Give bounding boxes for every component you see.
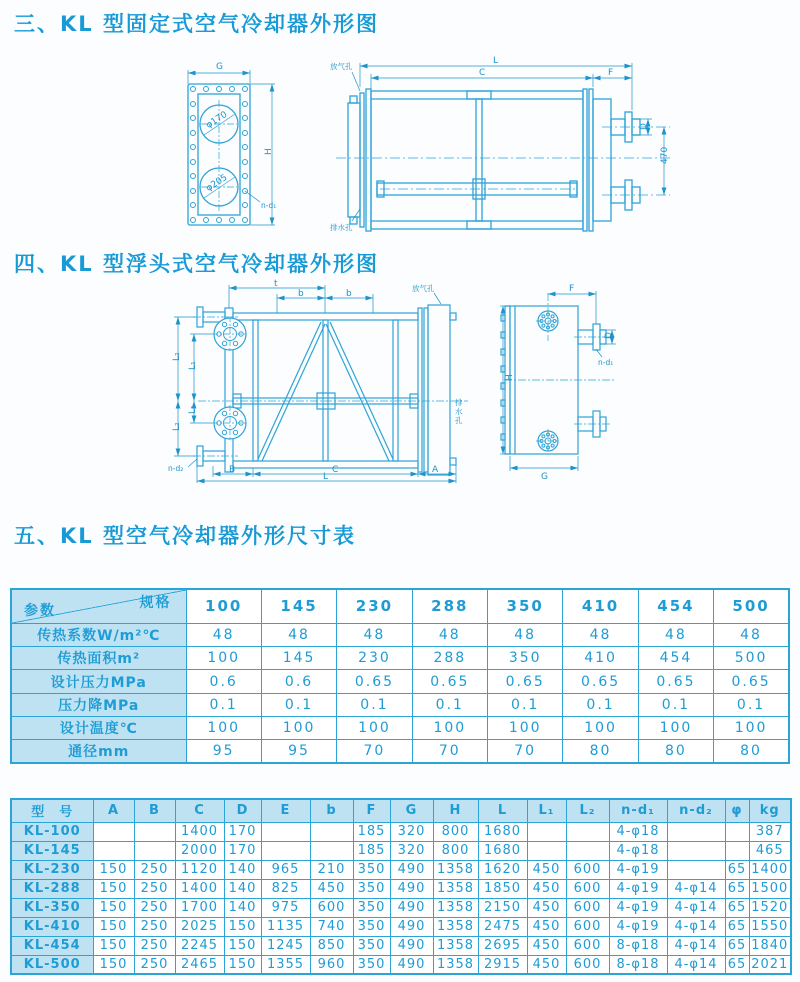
dim-value-cell: 450 — [527, 879, 566, 898]
dim-value-cell: 1358 — [433, 860, 478, 879]
param-value-cell: 100 — [186, 647, 261, 670]
param-value-cell: 0.65 — [563, 670, 638, 693]
section5-title: 五、KL 型空气冷却器外形尺寸表 — [14, 524, 356, 548]
dim-value-cell: 1620 — [478, 860, 527, 879]
model-name-cell: KL-288 — [11, 879, 93, 898]
spec-column-header: 230 — [337, 589, 412, 623]
param-value-cell: 80 — [638, 740, 713, 763]
dim-value-cell: 1680 — [478, 841, 527, 860]
param-value-cell: 100 — [261, 716, 336, 739]
dim-column-header: H — [433, 799, 478, 822]
dim-value-cell — [725, 822, 749, 841]
spec-column-header: 500 — [714, 589, 789, 623]
dim-value-cell: 150 — [93, 936, 134, 955]
drain-hole-label: 排水孔 — [330, 223, 353, 232]
dim-value-cell: 450 — [527, 936, 566, 955]
dim-value-cell: 250 — [134, 936, 175, 955]
dim-column-header: L₁ — [527, 799, 566, 822]
param-value-cell: 0.1 — [488, 693, 563, 716]
dim-value-cell: 1400 — [175, 879, 224, 898]
param-value-cell: 48 — [412, 623, 487, 646]
dim-value-cell: 150 — [93, 860, 134, 879]
dim-value-cell: 2000 — [175, 841, 224, 860]
dim-value-cell: 2150 — [478, 898, 527, 917]
param-value-cell: 0.1 — [638, 693, 713, 716]
dim-column-header: B — [134, 799, 175, 822]
dim-value-cell: 450 — [527, 955, 566, 974]
dim-value-cell: 2915 — [478, 955, 527, 974]
dim-column-header: L — [478, 799, 527, 822]
param-value-cell: 100 — [714, 716, 789, 739]
dim-value-cell: 320 — [390, 841, 433, 860]
l2-dim-label-top: L₂ — [172, 352, 182, 361]
fixed-type-side-view-drawing — [330, 55, 795, 245]
dim-value-cell: 140 — [224, 860, 261, 879]
dim-value-cell: 4-φ19 — [609, 860, 667, 879]
dim-value-cell — [310, 822, 353, 841]
model-name-cell: KL-500 — [11, 955, 93, 974]
param-value-cell: 0.65 — [337, 670, 412, 693]
bolt-hole-note: n-d₂ — [168, 464, 184, 473]
vent-hole-label: 放气孔 — [330, 62, 353, 71]
param-value-cell: 0.1 — [563, 693, 638, 716]
center-lines — [504, 293, 616, 453]
bottom-opening-diameter-label: φ205 — [204, 172, 230, 194]
param-value-cell: 100 — [638, 716, 713, 739]
parameter-table — [10, 588, 790, 764]
width-dim-label: G — [216, 62, 223, 72]
dim-value-cell: 4-φ19 — [609, 879, 667, 898]
dim-column-header: C — [175, 799, 224, 822]
head-length-dim-label: F — [608, 68, 614, 78]
param-value-cell: 70 — [412, 740, 487, 763]
dim-value-cell: 740 — [310, 917, 353, 936]
dim-value-cell: 450 — [527, 860, 566, 879]
param-value-cell: 100 — [488, 716, 563, 739]
dim-value-cell: 4-φ14 — [667, 917, 725, 936]
model-name-cell: KL-145 — [11, 841, 93, 860]
dim-column-header: D — [224, 799, 261, 822]
floating-head-flanges — [212, 316, 248, 441]
dim-value-cell: 450 — [527, 917, 566, 936]
corner-parameter-label: 参数 — [24, 602, 56, 619]
bay-dim-label-2: b — [346, 289, 352, 299]
dim-value-cell: 1120 — [175, 860, 224, 879]
param-value-cell: 0.6 — [186, 670, 261, 693]
param-row-label: 设计压力MPa — [11, 670, 186, 693]
param-row-label: 传热系数W/m²℃ — [11, 623, 186, 646]
dim-column-header: L₂ — [566, 799, 609, 822]
drain-hole-label — [455, 397, 463, 425]
dim-value-cell — [667, 841, 725, 860]
spec-column-header: 454 — [638, 589, 713, 623]
overall-length-dim-label: L — [323, 472, 329, 482]
dim-value-cell: 350 — [353, 898, 390, 917]
model-name-cell: KL-454 — [11, 936, 93, 955]
dim-value-cell: 185 — [353, 841, 390, 860]
dim-column-header: G — [390, 799, 433, 822]
drain-char-2: 水 — [455, 407, 463, 416]
param-row-label: 通径mm — [11, 740, 186, 763]
param-value-cell: 100 — [337, 716, 412, 739]
dim-value-cell: 490 — [390, 955, 433, 974]
dim-value-cell: 350 — [353, 936, 390, 955]
fixed-type-end-view-drawing — [178, 58, 308, 245]
dim-value-cell: 1355 — [261, 955, 310, 974]
dim-value-cell: 960 — [310, 955, 353, 974]
dim-value-cell: 490 — [390, 879, 433, 898]
floating-type-side-view-drawing — [168, 281, 498, 486]
nozzle-spacing-dim-label: 470 — [660, 146, 670, 164]
dim-value-cell: 600 — [566, 936, 609, 955]
dim-value-cell: 490 — [390, 860, 433, 879]
param-row-label: 设计温度℃ — [11, 716, 186, 739]
dim-value-cell: 150 — [224, 936, 261, 955]
param-value-cell: 0.1 — [186, 693, 261, 716]
corner-spec-label: 规格 — [139, 595, 172, 611]
dim-value-cell: 4-φ19 — [609, 917, 667, 936]
dim-value-cell: 4-φ14 — [667, 879, 725, 898]
param-value-cell: 500 — [714, 647, 789, 670]
param-value-cell: 454 — [638, 647, 713, 670]
dim-value-cell: 65 — [725, 860, 749, 879]
dim-value-cell: 1358 — [433, 936, 478, 955]
dim-value-cell — [93, 841, 134, 860]
dim-value-cell: 150 — [224, 955, 261, 974]
param-value-cell: 410 — [563, 647, 638, 670]
dim-value-cell: 150 — [93, 955, 134, 974]
param-value-cell: 100 — [186, 716, 261, 739]
dim-value-cell: 600 — [566, 879, 609, 898]
l1-dim-label-top: L₁ — [188, 361, 198, 370]
dim-value-cell: 4-φ19 — [609, 898, 667, 917]
dim-value-cell: 2021 — [749, 955, 791, 974]
dim-value-cell — [93, 822, 134, 841]
param-value-cell: 70 — [488, 740, 563, 763]
spec-column-header: 100 — [186, 589, 261, 623]
param-value-cell: 0.1 — [714, 693, 789, 716]
dim-value-cell: 150 — [93, 898, 134, 917]
dim-value-cell: 465 — [749, 841, 791, 860]
nozzle-bore-dim-label: D — [604, 332, 614, 339]
dim-value-cell: 250 — [134, 898, 175, 917]
dim-value-cell: 965 — [261, 860, 310, 879]
l1-dim-label-bottom: L₁ — [188, 405, 198, 414]
dim-value-cell: 600 — [566, 898, 609, 917]
param-value-cell: 230 — [337, 647, 412, 670]
dim-value-cell — [261, 841, 310, 860]
dim-value-cell — [667, 860, 725, 879]
param-value-cell: 70 — [337, 740, 412, 763]
dim-value-cell — [134, 841, 175, 860]
dim-value-cell — [310, 841, 353, 860]
dim-value-cell: 350 — [353, 917, 390, 936]
dim-value-cell: 4-φ18 — [609, 841, 667, 860]
dim-value-cell: 8-φ18 — [609, 955, 667, 974]
param-value-cell: 0.1 — [337, 693, 412, 716]
dim-value-cell: 1500 — [749, 879, 791, 898]
spec-column-header: 410 — [563, 589, 638, 623]
cooler-body — [348, 89, 640, 231]
dim-value-cell — [725, 841, 749, 860]
dim-value-cell: 1245 — [261, 936, 310, 955]
dim-value-cell: 185 — [353, 822, 390, 841]
dim-value-cell: 250 — [134, 955, 175, 974]
dim-value-cell — [261, 822, 310, 841]
param-value-cell: 48 — [488, 623, 563, 646]
param-value-cell: 48 — [261, 623, 336, 646]
dim-value-cell: 1850 — [478, 879, 527, 898]
dim-value-cell: 170 — [224, 822, 261, 841]
dim-value-cell: 1358 — [433, 917, 478, 936]
dim-column-header: n-d₂ — [667, 799, 725, 822]
model-name-cell: KL-230 — [11, 860, 93, 879]
param-value-cell: 0.65 — [714, 670, 789, 693]
dim-value-cell: 65 — [725, 898, 749, 917]
dimension-table — [10, 798, 792, 975]
dim-value-cell: 450 — [527, 898, 566, 917]
dim-column-header: n-d₁ — [609, 799, 667, 822]
param-value-cell: 48 — [638, 623, 713, 646]
dim-value-cell: 600 — [566, 955, 609, 974]
dim-value-cell: 170 — [224, 841, 261, 860]
drain-char-3: 孔 — [455, 416, 463, 425]
dim-value-cell: 1700 — [175, 898, 224, 917]
param-value-cell: 0.65 — [412, 670, 487, 693]
dim-value-cell: 65 — [725, 955, 749, 974]
dim-value-cell: 65 — [725, 936, 749, 955]
bolt-hole-note: n-d₁ — [261, 201, 277, 210]
param-value-cell: 288 — [412, 647, 487, 670]
c-dim-label: C — [332, 465, 339, 475]
dim-value-cell: 490 — [390, 917, 433, 936]
dim-value-cell: 250 — [134, 860, 175, 879]
param-value-cell: 100 — [412, 716, 487, 739]
dimension-lines — [352, 63, 664, 221]
dim-column-header: 型 号 — [11, 799, 93, 822]
dim-value-cell: 2695 — [478, 936, 527, 955]
param-value-cell: 100 — [563, 716, 638, 739]
dim-value-cell: 2025 — [175, 917, 224, 936]
bay-dim-label-1: b — [298, 289, 304, 299]
param-value-cell: 48 — [337, 623, 412, 646]
dim-value-cell: 250 — [134, 879, 175, 898]
dim-value-cell: 975 — [261, 898, 310, 917]
dim-value-cell: 1135 — [261, 917, 310, 936]
dim-value-cell: 490 — [390, 898, 433, 917]
dim-value-cell: 150 — [93, 879, 134, 898]
dim-value-cell: 350 — [353, 955, 390, 974]
dim-value-cell: 150 — [93, 917, 134, 936]
dim-value-cell: 1358 — [433, 955, 478, 974]
bolt-hole-note: n-d₁ — [598, 358, 614, 367]
param-value-cell: 80 — [714, 740, 789, 763]
dim-value-cell: 2465 — [175, 955, 224, 974]
dim-value-cell: 65 — [725, 879, 749, 898]
dim-value-cell: 140 — [224, 898, 261, 917]
param-value-cell: 80 — [563, 740, 638, 763]
dim-value-cell: 210 — [310, 860, 353, 879]
b-dim-label: B — [229, 465, 236, 475]
dim-value-cell — [566, 841, 609, 860]
dim-value-cell: 1520 — [749, 898, 791, 917]
dim-value-cell: 1358 — [433, 898, 478, 917]
param-row-label: 压力降MPa — [11, 693, 186, 716]
model-name-cell: KL-410 — [11, 917, 93, 936]
section4-title: 四、KL 型浮头式空气冷却器外形图 — [14, 252, 379, 276]
dim-column-header: φ — [725, 799, 749, 822]
dim-value-cell — [527, 822, 566, 841]
dim-value-cell — [527, 841, 566, 860]
dim-value-cell: 4-φ14 — [667, 936, 725, 955]
param-value-cell: 0.1 — [412, 693, 487, 716]
center-lines — [336, 127, 670, 195]
dim-value-cell: 350 — [353, 879, 390, 898]
dim-value-cell: 800 — [433, 822, 478, 841]
dim-value-cell: 1400 — [175, 822, 224, 841]
param-value-cell: 145 — [261, 647, 336, 670]
dim-value-cell — [134, 822, 175, 841]
param-value-cell: 95 — [261, 740, 336, 763]
dim-value-cell: 387 — [749, 822, 791, 841]
dim-value-cell: 2245 — [175, 936, 224, 955]
dim-value-cell — [667, 822, 725, 841]
dim-value-cell: 8-φ18 — [609, 936, 667, 955]
param-value-cell: 95 — [186, 740, 261, 763]
dim-value-cell: 1550 — [749, 917, 791, 936]
param-row-label: 传热面积m² — [11, 647, 186, 670]
nozzle-bore-dim-label: D — [639, 123, 649, 130]
dimension-lines — [174, 285, 456, 483]
vent-hole-label: 放气孔 — [412, 284, 435, 293]
height-dim-label: H — [505, 374, 515, 381]
overall-length-dim-label: L — [493, 56, 499, 66]
param-value-cell: 48 — [186, 623, 261, 646]
dim-value-cell: 4-φ14 — [667, 898, 725, 917]
a-dim-label: A — [432, 465, 439, 475]
param-table-corner-cell — [11, 589, 186, 623]
dim-value-cell: 450 — [310, 879, 353, 898]
body-length-dim-label: C — [479, 68, 486, 78]
width-dim-label: G — [541, 472, 548, 482]
l2-dim-label-bottom: L₂ — [172, 422, 182, 431]
dim-value-cell: 4-φ18 — [609, 822, 667, 841]
spec-column-header: 145 — [261, 589, 336, 623]
param-value-cell: 0.65 — [488, 670, 563, 693]
dim-column-header: b — [310, 799, 353, 822]
dim-value-cell: 1680 — [478, 822, 527, 841]
height-dim-label: H — [264, 148, 274, 155]
param-value-cell: 0.65 — [638, 670, 713, 693]
spec-column-header: 350 — [488, 589, 563, 623]
dim-value-cell: 1400 — [749, 860, 791, 879]
dim-value-cell: 65 — [725, 917, 749, 936]
dim-value-cell: 600 — [566, 917, 609, 936]
dim-column-header: kg — [749, 799, 791, 822]
dim-column-header: A — [93, 799, 134, 822]
dim-value-cell: 825 — [261, 879, 310, 898]
dim-value-cell: 800 — [433, 841, 478, 860]
dim-value-cell: 1840 — [749, 936, 791, 955]
f-dim-label: F — [569, 284, 575, 294]
dim-column-header: F — [353, 799, 390, 822]
spec-column-header: 288 — [412, 589, 487, 623]
floating-type-end-view-drawing — [498, 281, 678, 481]
param-value-cell: 48 — [714, 623, 789, 646]
dim-value-cell: 350 — [353, 860, 390, 879]
param-value-cell: 0.6 — [261, 670, 336, 693]
dim-column-header: E — [261, 799, 310, 822]
top-opening-diameter-label: φ170 — [204, 109, 230, 131]
model-name-cell: KL-350 — [11, 898, 93, 917]
dim-value-cell: 320 — [390, 822, 433, 841]
drain-char-1: 排 — [455, 398, 463, 407]
param-value-cell: 350 — [488, 647, 563, 670]
dim-value-cell — [566, 822, 609, 841]
param-value-cell: 0.1 — [261, 693, 336, 716]
dim-value-cell: 600 — [566, 860, 609, 879]
dim-value-cell: 850 — [310, 936, 353, 955]
dim-value-cell: 600 — [310, 898, 353, 917]
section3-title: 三、KL 型固定式空气冷却器外形图 — [14, 12, 379, 36]
dim-value-cell: 150 — [224, 917, 261, 936]
model-name-cell: KL-100 — [11, 822, 93, 841]
dim-value-cell: 250 — [134, 917, 175, 936]
tube-dim-label: t — [274, 279, 278, 289]
param-value-cell: 48 — [563, 623, 638, 646]
dim-value-cell: 4-φ14 — [667, 955, 725, 974]
dim-value-cell: 490 — [390, 936, 433, 955]
dim-value-cell: 140 — [224, 879, 261, 898]
dim-value-cell: 1358 — [433, 879, 478, 898]
dim-value-cell: 2475 — [478, 917, 527, 936]
